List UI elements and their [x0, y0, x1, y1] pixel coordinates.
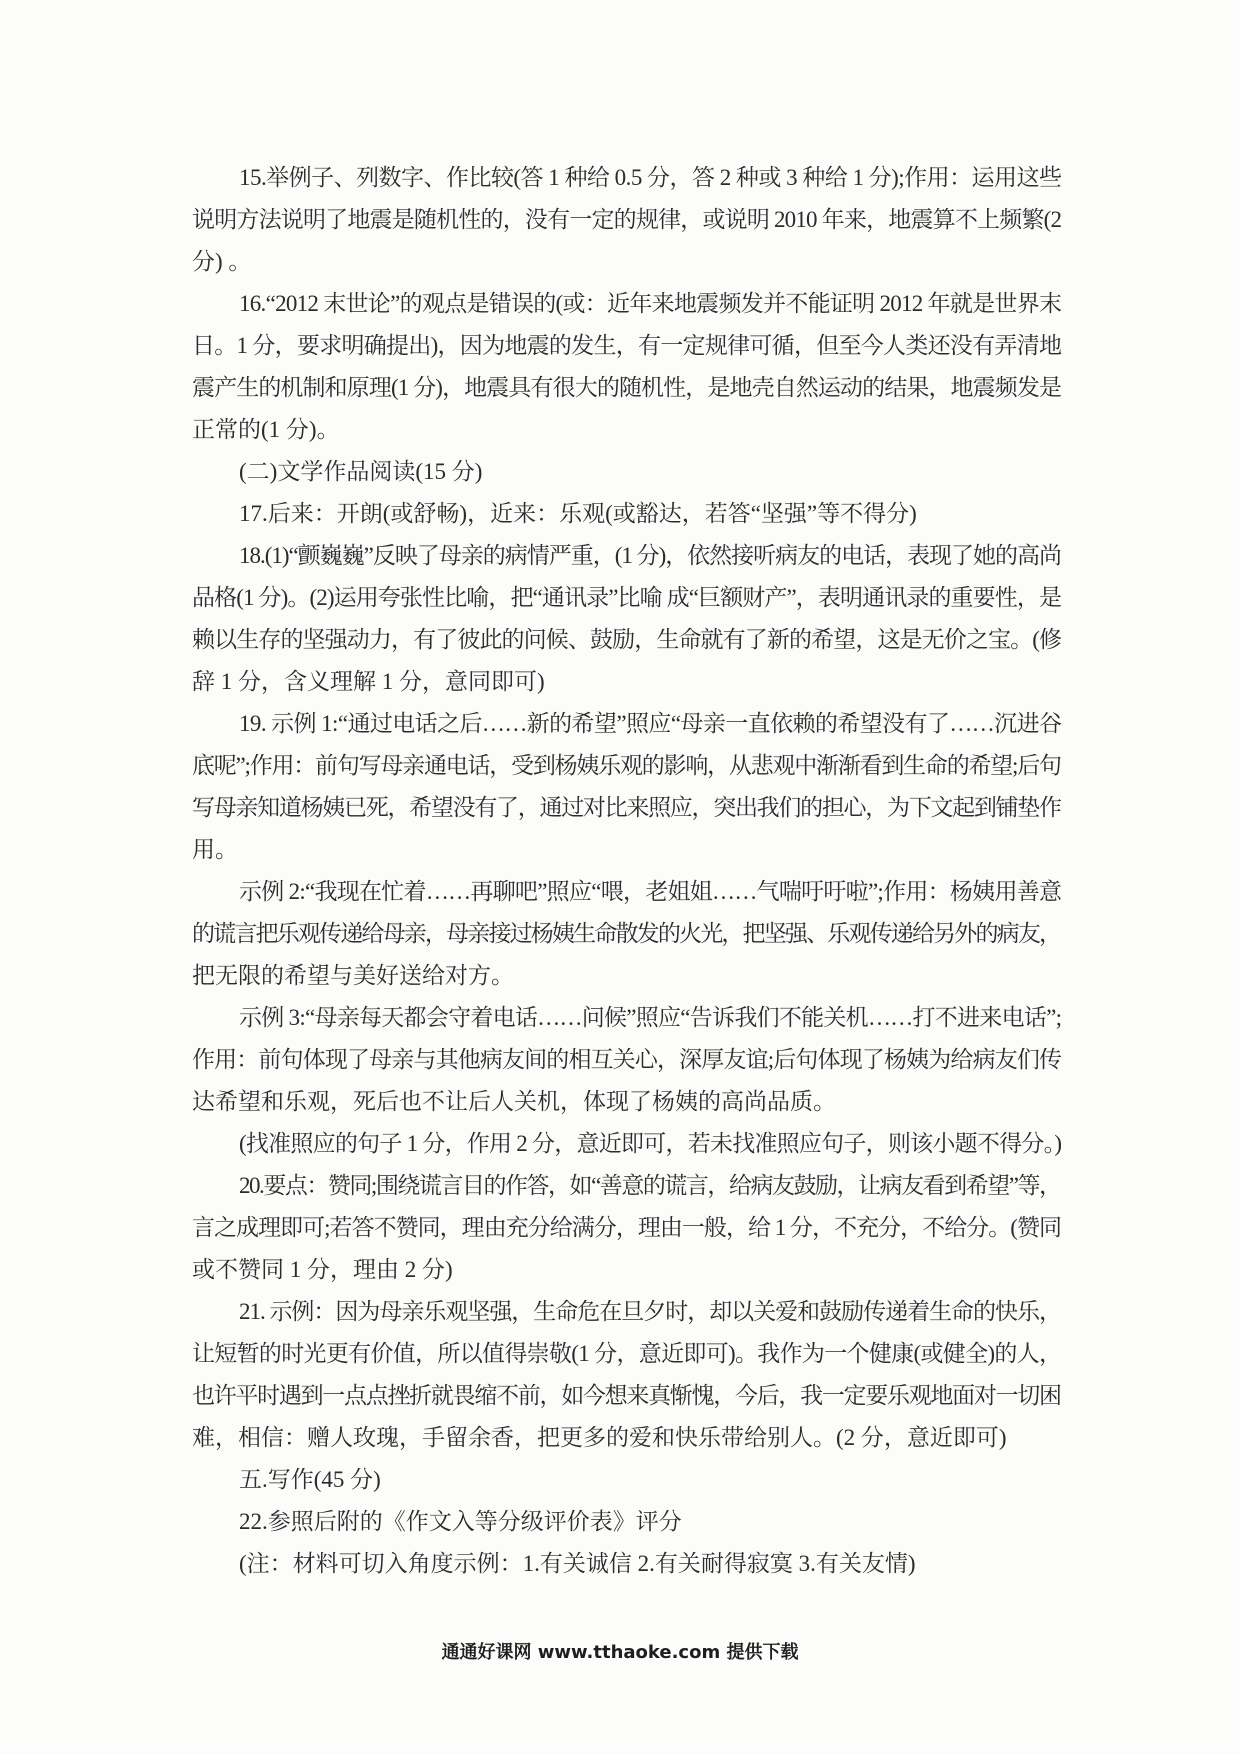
section-heading-writing	[192, 1459, 1062, 1501]
paragraph-line: 也许平时遇到一点点挫折就畏缩不前，如今想来真惭愧，今后，我一定要乐观地面对一切困	[192, 1383, 1061, 1408]
paragraph-line: (找准照应的句子 1 分，作用 2 分，意近即可，若未找准照应句子，则该小题不得分。)	[239, 1131, 1062, 1156]
answer-19-example-3	[192, 997, 1062, 1123]
paragraph-line: 的谎言把乐观传递给母亲，母亲接过杨姨生命散发的火光，把坚强、乐观传递给另外的病友，	[192, 921, 1061, 946]
answer-18	[192, 535, 1062, 703]
answer-19-example-2	[192, 871, 1062, 997]
paragraph-line: 作用：前句体现了母亲与其他病友间的相互关心，深厚友谊;后句体现了杨姨为给病友们传	[192, 1047, 1062, 1072]
paragraph-line: 22.参照后附的《作文入等分级评价表》评分	[239, 1509, 682, 1534]
answer-17	[192, 493, 1062, 535]
paragraph-line: 难，相信：赠人玫瑰，手留余香，把更多的爱和快乐带给别人。(2 分，意近即可)	[192, 1425, 1007, 1450]
paragraph-line: 示例 3:“母亲每天都会守着电话……问候”照应“告诉我们不能关机……打不进来电话”;	[239, 1005, 1062, 1030]
paragraph-line: 21. 示例：因为母亲乐观坚强，生命危在旦夕时，却以关爱和鼓励传递着生命的快乐，	[239, 1299, 1061, 1324]
paragraph-line: 18.(1)“颤巍巍”反映了母亲的病情严重，(1 分)，依然接听病友的电话，表现了她的高尚	[239, 543, 1061, 568]
answer-22	[192, 1501, 1062, 1543]
answer-key-body	[192, 157, 1062, 1585]
paragraph-line: 20.要点：赞同;围绕谎言目的作答，如“善意的谎言，给病友鼓励，让病友看到希望”等，	[239, 1173, 1061, 1198]
paragraph-line: 赖以生存的坚强动力，有了彼此的问候、鼓励，生命就有了新的希望，这是无价之宝。(修	[192, 627, 1062, 652]
paragraph-line: 分) 。	[192, 249, 252, 274]
paragraph-line: 日。1 分，要求明确提出)，因为地震的发生，有一定规律可循，但至今人类还没有弄清地	[192, 333, 1062, 358]
answer-21	[192, 1291, 1062, 1459]
paragraph-line: 辞 1 分，含义理解 1 分，意同即可)	[192, 669, 545, 694]
paragraph-line: 正常的(1 分)。	[192, 417, 340, 442]
paragraph-line: 15.举例子、列数字、作比较(答 1 种给 0.5 分，答 2 种或 3 种给 1 分);作用：运用这些	[239, 165, 1062, 190]
answer-19-scoring-note	[192, 1123, 1062, 1165]
section-heading-literary-reading	[192, 451, 1062, 493]
paragraph-line: 示例 2:“我现在忙着……再聊吧”照应“喂，老姐姐……气喘吁吁啦”;作用：杨姨用善意	[239, 879, 1062, 904]
paragraph-line: 震产生的机制和原理(1 分)，地震具有很大的随机性，是地壳自然运动的结果，地震频发是	[192, 375, 1062, 400]
answer-20	[192, 1165, 1062, 1291]
paragraph-line: (注：材料可切入角度示例：1.有关诚信 2.有关耐得寂寞 3.有关友情)	[239, 1551, 916, 1576]
paragraph-line: 17.后来：开朗(或舒畅)，近来：乐观(或豁达，若答“坚强”等不得分)	[239, 501, 917, 526]
paragraph-line: 达希望和乐观，死后也不让后人关机，体现了杨姨的高尚品质。	[192, 1089, 836, 1114]
paragraph-line: 写母亲知道杨姨已死，希望没有了，通过对比来照应，突出我们的担心，为下文起到铺垫作	[192, 795, 1061, 820]
answer-19-example-1	[192, 703, 1062, 871]
paragraph-line: 或不赞同 1 分，理由 2 分)	[192, 1257, 453, 1282]
paragraph-line: 用。	[192, 837, 238, 862]
paragraph-line: 底呢”;作用：前句写母亲通电话，受到杨姨乐观的影响，从悲观中渐渐看到生命的希望;后句	[192, 753, 1061, 778]
answer-16	[192, 283, 1062, 451]
footer-download-note: 通通好课网 www.tthaoke.com 提供下载	[441, 1642, 799, 1663]
answer-15	[192, 157, 1062, 283]
paragraph-line: 让短暂的时光更有价值，所以值得崇敬(1 分，意近即可)。我作为一个健康(或健全)的人，	[192, 1341, 1062, 1366]
paragraph-line: 品格(1 分)。(2)运用夸张性比喻，把“通讯录”比喻 成“巨额财产”，表明通讯录的重要性，是	[192, 585, 1062, 610]
section-heading: (二)文学作品阅读(15 分)	[239, 459, 483, 484]
paragraph-line: 19. 示例 1:“通过电话之后……新的希望”照应“母亲一直依赖的希望没有了……沉进谷	[239, 711, 1062, 736]
paragraph-line: 把无限的希望与美好送给对方。	[192, 963, 514, 988]
paragraph-line: 16.“2012 末世论”的观点是错误的(或：近年来地震频发并不能证明 2012 年就是世界末	[239, 291, 1062, 316]
paragraph-line: 说明方法说明了地震是随机性的，没有一定的规律，或说明 2010 年来，地震算不上频繁(2	[192, 207, 1062, 232]
answer-22-note	[192, 1543, 1062, 1585]
section-heading: 五.写作(45 分)	[239, 1467, 381, 1492]
paragraph-line: 言之成理即可;若答不赞同，理由充分给满分，理由一般，给 1 分，不充分，不给分。(赞同	[192, 1215, 1062, 1240]
